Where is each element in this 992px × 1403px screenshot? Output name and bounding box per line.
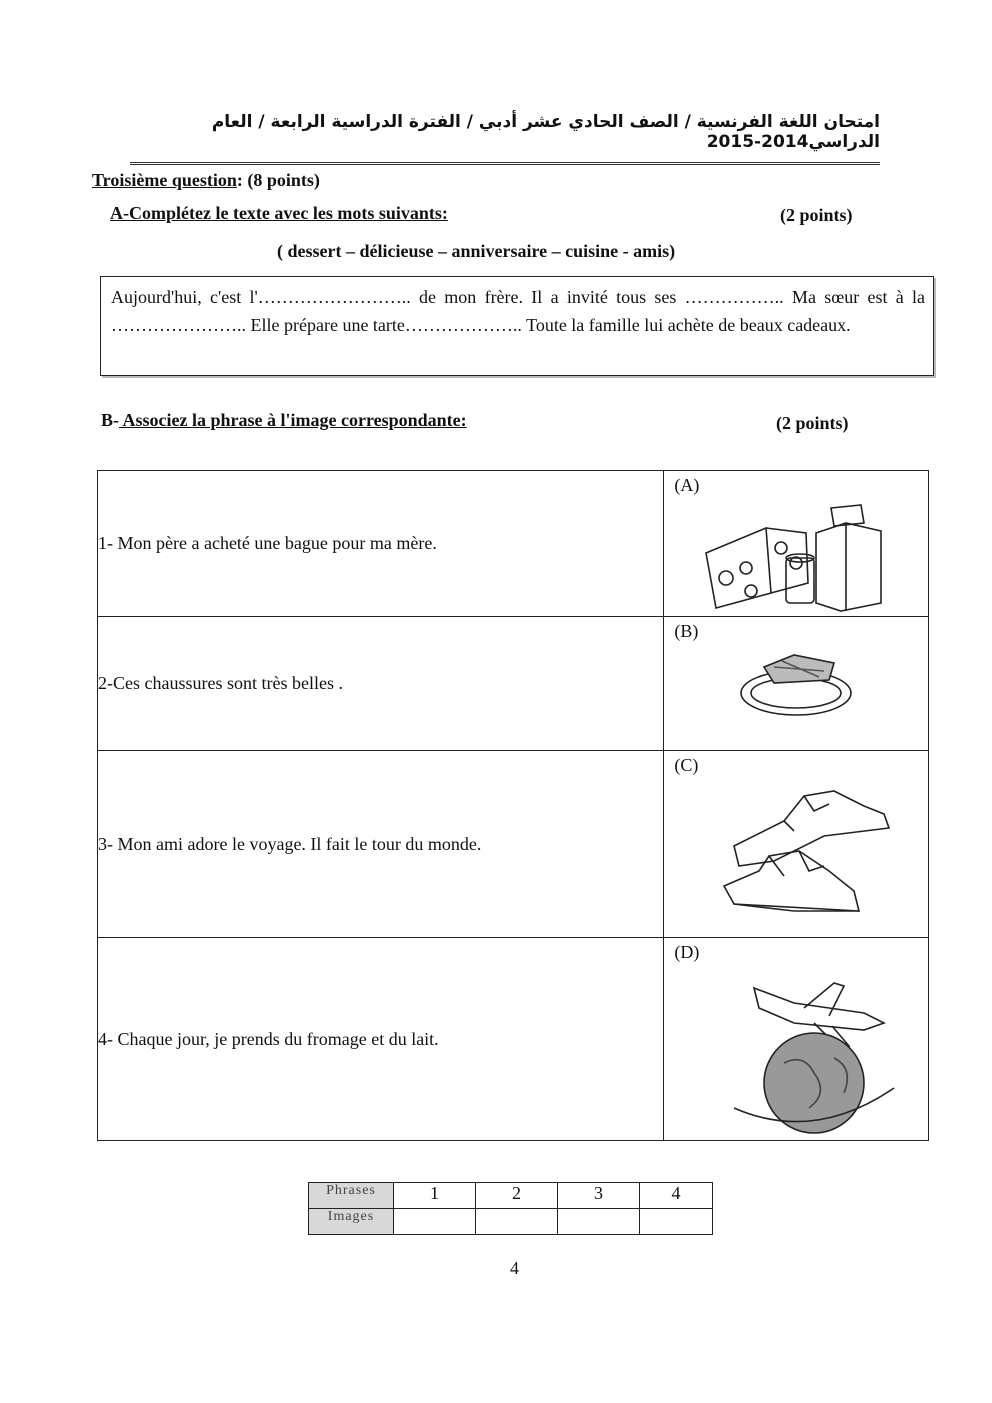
answer-number: 3 [558, 1183, 640, 1209]
part-b-points: (2 points) [776, 413, 849, 433]
word-bank: ( dessert – délicieuse – anniversaire – cuisine - amis) [277, 241, 676, 261]
sentence-3: 3- Mon ami adore le voyage. Il fait le tour du monde. [98, 751, 664, 938]
sentence-1: 1- Mon père a acheté une bague pour ma mère. [98, 471, 664, 617]
table-row [309, 1209, 713, 1235]
answer-table [308, 1182, 713, 1235]
part-b-text: Associez la phrase à l'image correspondante: [119, 410, 467, 430]
plane-globe-icon [714, 968, 914, 1138]
fill-in-text-box: Aujourd'hui, c'est l'…………………….. de mon frère. Il a invité tous ses …………….. Ma sœur est à la ………………….. Elle prépare une tarte……………….. Toute la famille lui achète de beaux cadeaux. [100, 276, 934, 376]
picture-cell-a [664, 471, 929, 617]
question-label: Troisième question [92, 170, 237, 190]
question-points: : (8 points) [236, 170, 320, 190]
page-number: 4 [510, 1258, 519, 1278]
picture-letter: (D) [674, 942, 700, 962]
answer-blank[interactable] [394, 1209, 476, 1235]
picture-cell-c [664, 751, 929, 938]
association-table [97, 470, 929, 1141]
answer-number: 4 [640, 1183, 713, 1209]
answer-number: 2 [476, 1183, 558, 1209]
picture-cell-d [664, 938, 929, 1141]
table-row [98, 751, 929, 938]
answer-blank[interactable] [640, 1209, 713, 1235]
table-row [98, 938, 929, 1141]
sentence-4: 4- Chaque jour, je prends du fromage et du lait. [98, 938, 664, 1141]
picture-letter: (C) [674, 755, 699, 775]
picture-letter: (A) [674, 475, 700, 495]
answer-number: 1 [394, 1183, 476, 1209]
part-b-instruction [101, 410, 467, 431]
question-title [92, 170, 320, 191]
ring-icon [734, 645, 864, 725]
table-row [98, 471, 929, 617]
table-row [98, 617, 929, 751]
sentence-2: 2-Ces chaussures sont très belles . [98, 617, 664, 751]
cheese-milk-icon [696, 493, 896, 613]
shoes-icon [714, 776, 914, 926]
part-b-label: B- [101, 410, 119, 430]
table-row [309, 1183, 713, 1209]
answer-blank[interactable] [476, 1209, 558, 1235]
picture-letter: (B) [674, 621, 699, 641]
picture-cell-b [664, 617, 929, 751]
answer-row-label: Images [309, 1209, 394, 1235]
exam-header: امتحان اللغة الفرنسية / الصف الحادي عشر أدبي / الفترة الدراسية الرابعة / العام الدراسي2014-2015 [130, 112, 880, 165]
part-a-points: (2 points) [780, 205, 853, 225]
answer-blank[interactable] [558, 1209, 640, 1235]
answer-row-label: Phrases [309, 1183, 394, 1209]
part-a-instruction: A-Complétez le texte avec les mots suivants: [110, 203, 448, 223]
